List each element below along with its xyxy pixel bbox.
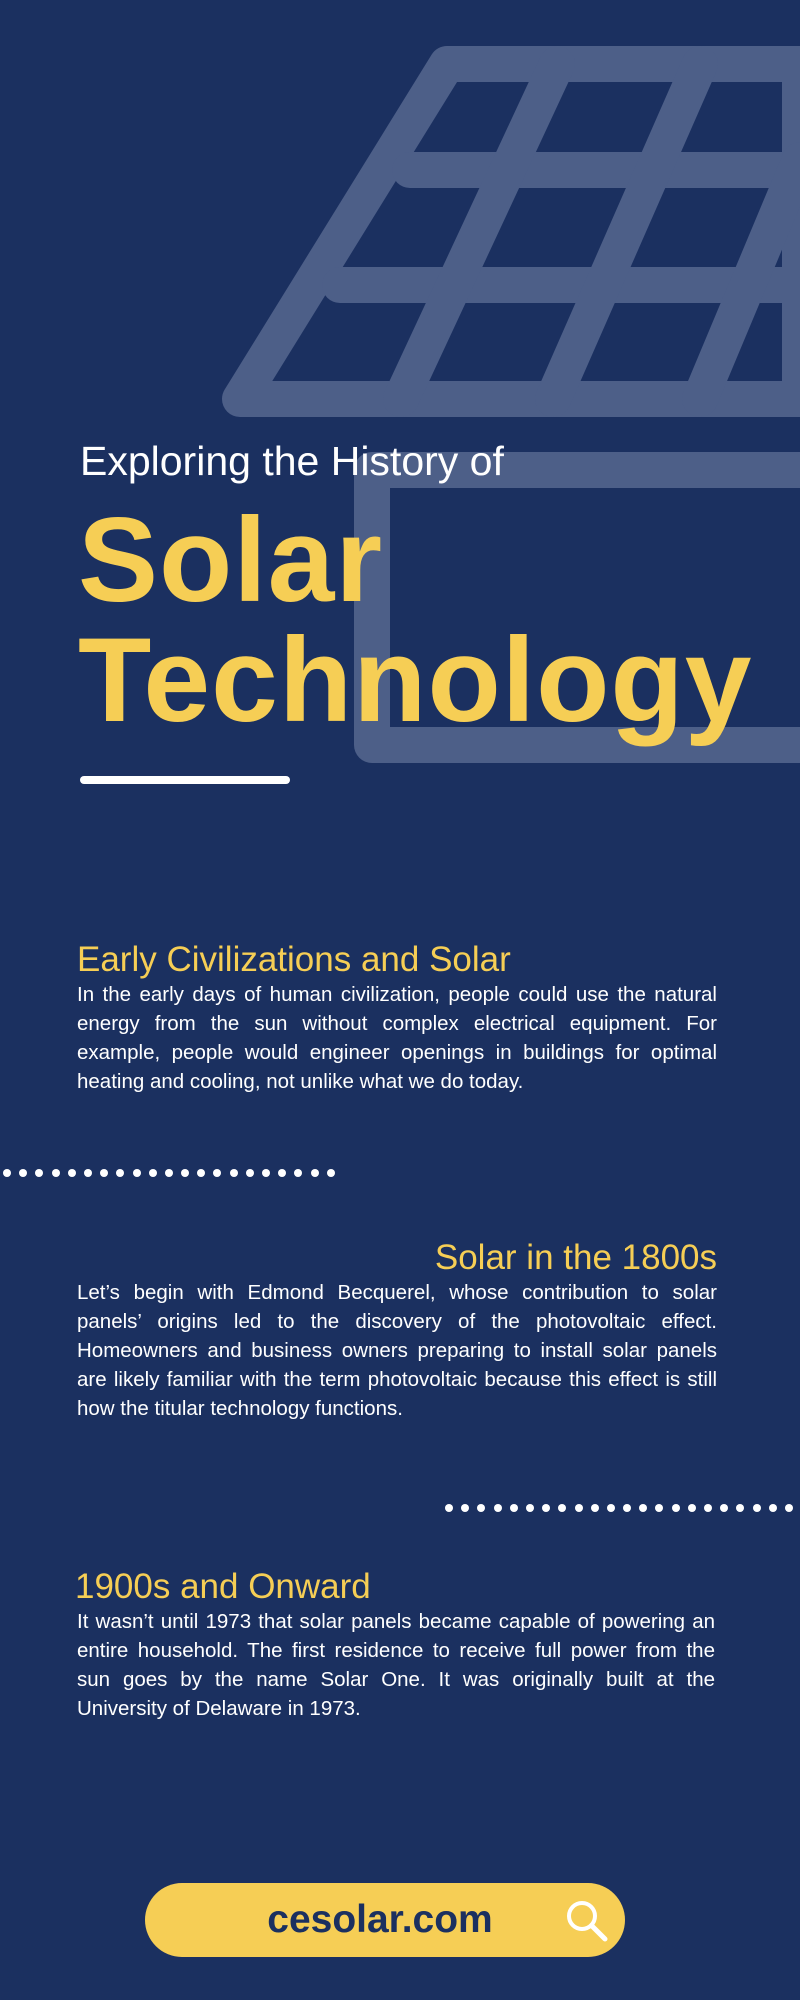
section-heading: Early Civilizations and Solar [77,940,511,979]
section-body: In the early days of human civilization, people could use the natural energy from the sun without complex electrical equipment. For example, people would engineer openings in buildings for optimal heating and cooling, not unlike what we do today. [77,983,717,1093]
search-icon[interactable] [563,1897,609,1943]
website-link[interactable]: cesolar.com [267,1898,493,1941]
dot-divider-left [3,1169,335,1177]
hero-title-line-2: Technology [78,613,753,747]
section-1900s [75,1567,715,1723]
section-1800s [77,1238,717,1423]
section-heading: 1900s and Onward [75,1567,371,1606]
hero-title [78,493,753,747]
title-underline [80,776,290,784]
hero-eyebrow: Exploring the History of [80,438,504,484]
section-early-civilizations [77,940,717,1096]
dot-divider-right [445,1504,793,1512]
hero-title-line-1: Solar [78,493,384,627]
section-body: It wasn’t until 1973 that solar panels became capable of powering an entire household. The first residence to receive full power from the sun goes by the name Solar One. It was originally built at the University of Delaware in 1973. [77,1610,715,1720]
website-search-bar[interactable] [145,1883,625,1957]
section-heading: Solar in the 1800s [434,1238,717,1277]
section-body: Let’s begin with Edmond Becquerel, whose contribution to solar panels’ origins led to the discovery of the photovoltaic effect. Homeowners and business owners preparing to install solar panels are likely familiar with the term photovoltaic because this effect is still how the titular technology functions. [77,1281,717,1420]
